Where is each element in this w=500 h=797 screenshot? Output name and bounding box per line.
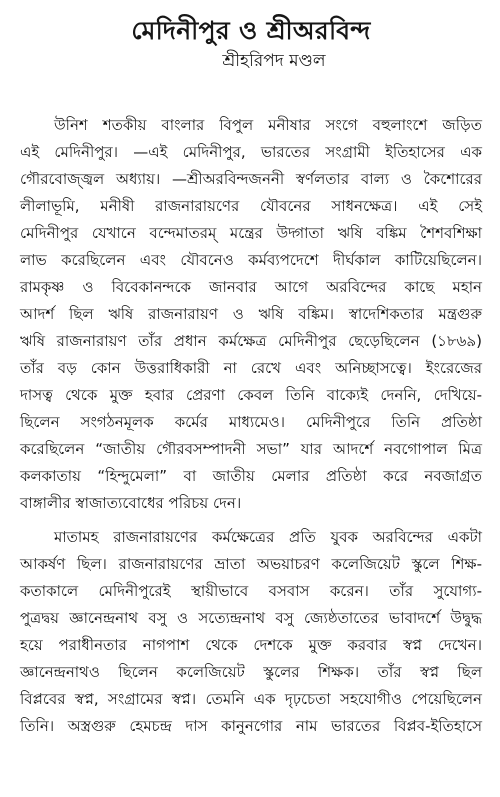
- text-line: মেদিনীপুর যেখানে বন্দেমাতরম্ মন্ত্রের উদ্গাতা ঋষি বঙ্কিম শৈশবশিক্ষা: [20, 224, 482, 242]
- body-text: [20, 112, 482, 740]
- text-line: দাসত্ব থেকে মুক্ত হবার প্রেরণা কেবল তিনি বাক্যেই দেননি, দেখিয়ে-: [20, 386, 482, 404]
- text-line: লাভ করেছিলেন এবং যৌবনেও কর্মব্যপদেশে দীর্ঘকাল কাটিয়েছিলেন।: [20, 251, 482, 269]
- text-line: ঋষি রাজনারায়ণ তাঁর প্রধান কর্মক্ষেত্র মেদিনীপুর ছেড়েছিলেন (১৮৬৯): [20, 332, 482, 350]
- text-line: কতাকালে মেদিনীপুরেই স্থায়ীভাবে বসবাস করেন। তাঁর সুযোগ্য-: [20, 582, 482, 600]
- text-line: রামকৃষ্ণ ও বিবেকানন্দকে জানবার আগে অরবিন্দের কাছে মহান: [20, 278, 482, 296]
- text-line: উনিশ শতকীয় বাংলার বিপুল মনীষার সংগে বহুলাংশে জড়িত: [54, 116, 482, 134]
- text-line: লীলাভূমি, মনীষী রাজনারায়ণের যৌবনের সাধনক্ষেত্র। এই সেই: [20, 197, 482, 215]
- text-line: বিপ্লবের স্বপ্ন, সংগ্রামের স্বপ্ন। তেমনি এক দৃঢ়চেতা সহযোগীও পেয়েছিলেন: [20, 690, 482, 708]
- text-line: ছিলেন সংগঠনমূলক কর্মের মাধ্যমেও। মেদিনীপুরে তিনি প্রতিষ্ঠা: [20, 413, 482, 431]
- document-title: মেদিনীপুর ও শ্রীঅরবিন্দ: [131, 16, 371, 45]
- text-line: মাতামহ রাজনারায়ণের কর্মক্ষেত্রের প্রতি যুবক অরবিন্দের একটা: [54, 528, 482, 546]
- text-line: বাঙ্গালীর স্বাজাত্যবোধের পরিচয় দেন।: [20, 494, 242, 512]
- text-line: তিনি। অস্ত্রগুরু হেমচন্দ্র দাস কানুনগোর নাম ভারতের বিপ্লব-ইতিহাসে: [20, 717, 482, 735]
- text-line: গৌরবোজ্জ্বল অধ্যায়। —শ্রীঅরবিন্দজননী স্বর্ণলতার বাল্য ও কৈশোরের: [20, 170, 482, 188]
- text-line: পুত্রদ্বয় জ্ঞানেন্দ্রনাথ বসু ও সত্যেন্দ্রনাথ বসু জ্যেষ্ঠতাতের ভাবাদর্শে উদ্বুদ্ধ: [20, 609, 482, 627]
- text-line: হয়ে পরাধীনতার নাগপাশ থেকে দেশকে মুক্ত করবার স্বপ্ন দেখেন।: [20, 636, 482, 654]
- paragraph-2: [20, 524, 482, 740]
- text-line: এই মেদিনীপুর। —এই মেদিনীপুর, ভারতের সংগ্রামী ইতিহাসের এক: [20, 143, 482, 161]
- text-line: করেছিলেন “জাতীয় গৌরবসম্পাদনী সভা” যার আদর্শে নবগোপাল মিত্র: [20, 440, 482, 458]
- text-line: তাঁর বড় কোন উত্তরাধিকারী না রেখে এবং অনিচ্ছাসত্বে। ইংরেজের: [20, 359, 482, 377]
- author-name: শ্রীহরিপদ মণ্ডল: [222, 51, 326, 71]
- text-line: কলকাতায় “হিন্দুমেলা” বা জাতীয় মেলার প্রতিষ্ঠা করে নবজাগ্রত: [20, 467, 482, 485]
- text-line: আদর্শ ছিল ঋষি রাজনারায়ণ ও ঋষি বঙ্কিম। স্বাদেশিকতার মন্ত্রগুরু: [20, 305, 482, 323]
- text-line: আকর্ষণ ছিল। রাজনারায়ণের ভ্রাতা অভয়াচরণ কলেজিয়েট স্কুলে শিক্ষ-: [20, 555, 482, 573]
- text-line: জ্ঞানেন্দ্রনাথও ছিলেন কলেজিয়েট স্কুলের শিক্ষক। তাঁর স্বপ্ন ছিল: [20, 663, 482, 681]
- paragraph-1: [20, 112, 482, 517]
